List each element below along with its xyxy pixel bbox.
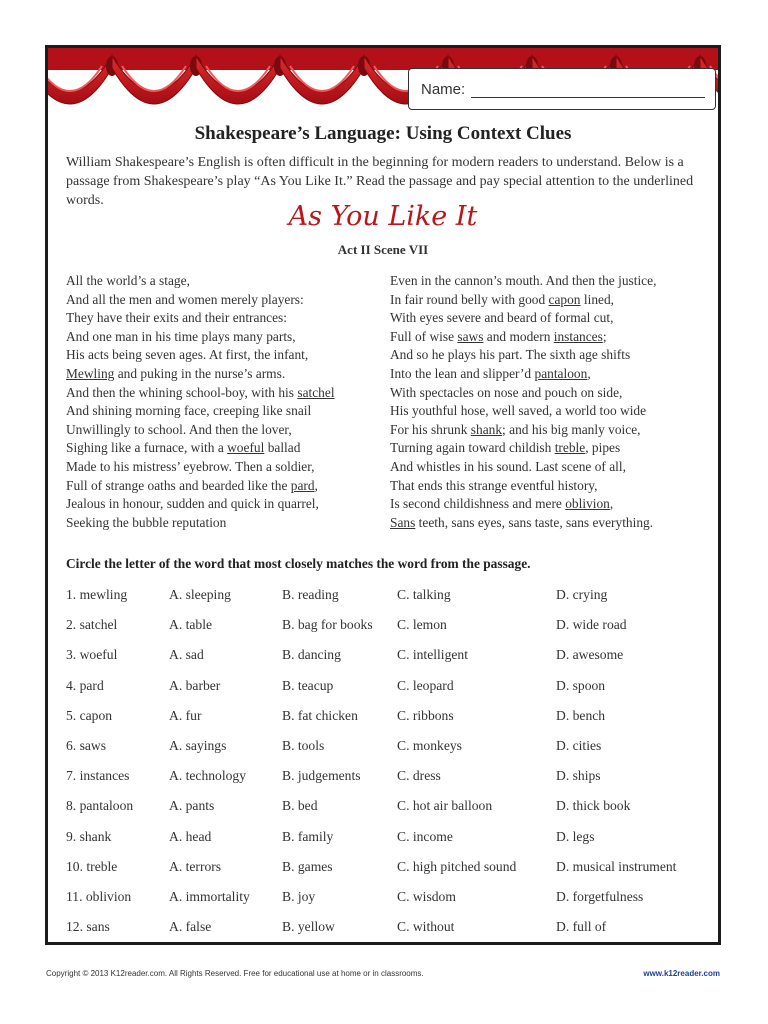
poem-line: Sighing like a furnace, with a woeful ballad (66, 440, 301, 456)
option-d[interactable]: D. thick book (556, 798, 631, 814)
option-b[interactable]: B. teacup (282, 677, 334, 693)
poem-left-column (66, 272, 335, 532)
option-a[interactable]: A. fur (169, 707, 202, 723)
underlined-word: Mewling (66, 365, 115, 381)
question-row (48, 738, 718, 760)
question-row (48, 647, 718, 669)
worksheet-frame (45, 45, 721, 945)
name-field[interactable] (408, 68, 716, 110)
poem-line: And then the whining school-boy, with his satchel (66, 384, 335, 400)
question-row (48, 859, 718, 881)
poem-line: And shining morning face, creeping like snail (66, 403, 312, 419)
option-b[interactable]: B. tools (282, 738, 325, 753)
poem-line: That ends this strange eventful history, (390, 477, 598, 493)
question-word: 12. sans (66, 919, 110, 935)
name-line[interactable] (471, 97, 705, 98)
option-a[interactable]: A. false (169, 919, 212, 935)
question-row (48, 708, 718, 730)
underlined-word: saws (457, 328, 484, 344)
question-row (48, 617, 718, 639)
option-a[interactable]: A. head (169, 828, 212, 844)
underlined-word: instances (553, 328, 603, 344)
poem-line: Unwillingly to school. And then the lover, (66, 421, 292, 437)
option-b[interactable]: B. bag for books (282, 617, 373, 633)
option-b[interactable]: B. bed (282, 798, 318, 814)
poem-line: Sans teeth, sans eyes, sans taste, sans everything. (390, 514, 654, 530)
underlined-word: Sans (390, 514, 416, 530)
act-scene: Act II Scene VII (337, 242, 429, 257)
underlined-word: treble (554, 440, 586, 456)
option-b[interactable]: B. family (282, 828, 334, 844)
poem-line: Seeking the bubble reputation (66, 514, 227, 530)
option-a[interactable]: A. barber (169, 677, 221, 693)
poem-line: With eyes severe and beard of formal cut, (390, 310, 614, 326)
option-b[interactable]: B. fat chicken (282, 707, 358, 723)
question-row (48, 768, 718, 790)
poem-line: And so he plays his part. The sixth age shifts (390, 347, 631, 363)
copyright-text: Copyright © 2013 K12reader.com. All Rights Reserved. Free for educational use at home or in classrooms. (46, 969, 424, 978)
poem-line: Made to his mistress’ eyebrow. Then a soldier, (66, 458, 315, 474)
option-b[interactable]: B. reading (282, 587, 339, 602)
poem-line: Is second childishness and mere oblivion, (390, 496, 614, 512)
underlined-word: woeful (227, 440, 265, 456)
site-link[interactable]: www.k12reader.com (643, 969, 720, 978)
underlined-word: oblivion (565, 496, 610, 512)
option-c[interactable]: C. high pitched sound (397, 858, 517, 874)
option-a[interactable]: A. pants (169, 798, 215, 814)
option-c[interactable]: C. talking (397, 587, 451, 602)
poem-line: For his shrunk shank; and his big manly voice, (390, 421, 641, 437)
option-c[interactable]: C. dress (397, 768, 441, 784)
option-a[interactable]: A. sleeping (169, 587, 231, 602)
option-a[interactable]: A. sayings (169, 738, 227, 753)
question-row (48, 919, 718, 941)
option-a[interactable]: A. table (169, 617, 213, 633)
option-a[interactable]: A. technology (169, 768, 247, 784)
option-d[interactable]: D. legs (556, 828, 595, 844)
question-word: 3. woeful (66, 647, 118, 663)
option-b[interactable]: B. dancing (282, 647, 341, 663)
question-word: 9. shank (66, 828, 112, 844)
page-title: Shakespeare’s Language: Using Context Clues (194, 123, 572, 144)
option-c[interactable]: C. wisdom (397, 889, 456, 904)
intro-paragraph: William Shakespeare’s English is often difficult in the beginning for modern readers to understand. Below is a passage from Shakespeare’s play “As You Like It.” Read the passage and pay special attention to the underlined words. (66, 155, 694, 208)
poem-line: Turning again toward childish treble, pipes (390, 440, 621, 456)
poem-line: Mewling and puking in the nurse’s arms. (66, 365, 286, 381)
option-c[interactable]: C. lemon (397, 617, 447, 633)
underlined-word: satchel (297, 384, 335, 400)
underlined-word: capon (548, 291, 581, 307)
poem-line: All the world’s a stage, (66, 273, 190, 288)
option-a[interactable]: A. immortality (169, 889, 250, 904)
question-word: 11. oblivion (66, 889, 132, 904)
option-a[interactable]: A. sad (169, 647, 204, 663)
option-a[interactable]: A. terrors (169, 858, 222, 874)
option-d[interactable]: D. full of (556, 919, 607, 935)
option-c[interactable]: C. income (397, 828, 453, 844)
question-word: 4. pard (66, 677, 104, 693)
poem-line: His youthful hose, well saved, a world too wide (390, 403, 647, 419)
option-b[interactable]: B. yellow (282, 919, 335, 935)
option-d[interactable]: D. musical instrument (556, 858, 677, 874)
option-d[interactable]: D. ships (556, 768, 601, 784)
poem-line: His acts being seven ages. At first, the infant, (66, 347, 309, 363)
option-c[interactable]: C. intelligent (397, 647, 468, 663)
option-b[interactable]: B. joy (282, 889, 316, 904)
question-word: 2. satchel (66, 617, 118, 633)
option-d[interactable]: D. awesome (556, 647, 624, 663)
option-b[interactable]: B. judgements (282, 768, 361, 784)
option-c[interactable]: C. leopard (397, 677, 454, 693)
question-word: 5. capon (66, 707, 113, 723)
poem-line: They have their exits and their entrances: (66, 310, 287, 326)
option-c[interactable]: C. ribbons (397, 707, 454, 723)
poem-line: And whistles in his sound. Last scene of all, (390, 458, 626, 474)
question-word: 1. mewling (66, 587, 128, 602)
underlined-word: pard (290, 477, 315, 493)
question-word: 7. instances (66, 768, 130, 784)
option-d[interactable]: D. crying (556, 587, 608, 602)
underlined-word: pantaloon (534, 365, 588, 381)
poem-line: Even in the cannon’s mouth. And then the justice, (390, 273, 657, 288)
question-row (48, 829, 718, 851)
option-b[interactable]: B. games (282, 858, 333, 874)
underlined-word: shank (470, 421, 503, 437)
poem-line: Full of wise saws and modern instances; (390, 328, 607, 344)
poem-line: With spectacles on nose and pouch on side, (390, 384, 623, 400)
play-title: As You Like It (288, 201, 478, 232)
option-d[interactable]: D. bench (556, 707, 606, 723)
poem-line: Into the lean and slipper’d pantaloon, (390, 365, 591, 381)
poem-line: And one man in his time plays many parts, (66, 328, 296, 344)
poem-line: In fair round belly with good capon lined, (390, 291, 615, 307)
name-label: Name: (421, 81, 466, 98)
option-d[interactable]: D. forgetfulness (556, 889, 644, 904)
question-row (48, 587, 718, 609)
poem-line: And all the men and women merely players: (66, 291, 304, 307)
poem-line: Jealous in honour, sudden and quick in quarrel, (66, 496, 319, 512)
instruction-text: Circle the letter of the word that most closely matches the word from the passage. (66, 556, 531, 571)
option-d[interactable]: D. wide road (556, 617, 627, 633)
option-c[interactable]: C. monkeys (397, 738, 462, 753)
question-row (48, 798, 718, 820)
poem-right-column (390, 272, 656, 532)
question-row (48, 889, 718, 911)
option-d[interactable]: D. spoon (556, 677, 606, 693)
option-c[interactable]: C. without (397, 919, 455, 935)
poem-line: Full of strange oaths and bearded like the pard, (66, 477, 318, 493)
question-word: 8. pantaloon (66, 798, 134, 814)
question-word: 6. saws (66, 738, 107, 753)
question-word: 10. treble (66, 858, 118, 874)
option-d[interactable]: D. cities (556, 738, 602, 753)
question-row (48, 678, 718, 700)
option-c[interactable]: C. hot air balloon (397, 798, 493, 814)
